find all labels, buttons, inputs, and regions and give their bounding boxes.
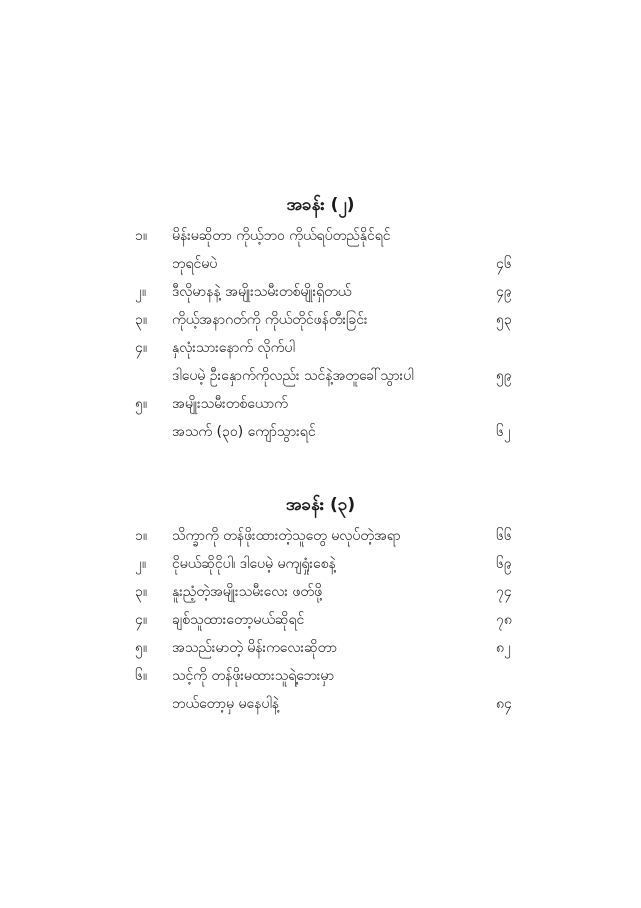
chapter-heading: အခန်း (၂): [286, 195, 355, 215]
entry-title: မိန်းမဆိုတာ ကိုယ့်ဘဝ ကိုယ်ရပ်တည်နိုင်ရင်: [172, 228, 391, 244]
entry-title: ကိုယ့်အနာဂတ်ကို ကိုယ်တိုင်ဖန်တီးခြင်း: [172, 312, 368, 328]
entry-page-number: ၈၂: [496, 640, 511, 656]
entry-title: နှလုံးသားနောက် လိုက်ပါ: [172, 340, 295, 356]
entry-title: ဒီလိုမာနနဲ့ အမျိုးသမီးတစ်မျိုးရှိတယ်: [172, 284, 352, 300]
entry-page-number: ၇၈: [496, 612, 512, 628]
chapter-3-section: [0, 492, 641, 718]
toc-entry: [0, 306, 641, 334]
entry-page-number: ၆၂: [496, 424, 511, 440]
entry-page-number: ၄၆: [496, 256, 512, 272]
entry-title-continued: ဒါပေမဲ့ ဦးနှောက်ကိုလည်း သင်နဲ့အတူခေါ်သွားပါ: [172, 368, 414, 384]
toc-entry: [0, 390, 641, 446]
entry-number: ၅။: [135, 640, 148, 656]
toc-entry: [0, 662, 641, 718]
entry-number: ၃။: [135, 584, 148, 600]
entry-page-number: ၅၉: [496, 368, 512, 384]
entry-title: အမျိုးသမီးတစ်ယောက်: [172, 396, 288, 412]
toc-entry: [0, 606, 641, 634]
entry-title: ငိုမယ်ဆိုငိုပါ၊ ဒါပေမဲ့ မကျရှုံးစေနဲ့: [172, 556, 336, 572]
entry-title: အသည်းမာတဲ့ မိန်းကလေးဆိုတာ: [172, 640, 338, 656]
toc-entry: [0, 578, 641, 606]
entry-title-continued: ဘုရင်မပဲ: [172, 256, 218, 272]
entry-number: ၅။: [135, 396, 148, 412]
chapter-heading: အခန်း (၃): [285, 495, 356, 515]
toc-entry: [0, 334, 641, 390]
entry-page-number: ၇၄: [496, 584, 512, 600]
entry-number: ၃။: [135, 312, 148, 328]
entry-title: သင့်ကို တန်ဖိုးမထားသူရဲ့ဘေးမှာ: [172, 668, 335, 684]
entry-page-number: ၆၆: [496, 528, 512, 544]
entry-number: ၄။: [135, 612, 148, 628]
toc-entry: [0, 222, 641, 278]
entry-title: သိက္ခာကို တန်ဖိုးထားတဲ့သူတွေ မလုပ်တဲ့အရာ: [172, 528, 401, 544]
entry-title-continued: ဘယ်တော့မှ မနေပါနဲ့: [172, 696, 280, 712]
entry-page-number: ၆၉: [496, 556, 512, 572]
entry-title: ချစ်သူထားတော့မယ်ဆိုရင်: [172, 612, 305, 628]
entry-number: ၁။: [135, 528, 148, 544]
entry-page-number: ၈၄: [496, 696, 512, 712]
chapter-2-section: [0, 192, 641, 446]
entry-number: ၂။: [135, 284, 147, 300]
entry-title-continued: အသက် (၃၀) ကျော်သွားရင်: [172, 424, 316, 440]
entry-page-number: ၄၉: [496, 284, 512, 300]
entry-number: ၂။: [135, 556, 147, 572]
entry-number: ၁။: [135, 228, 148, 244]
entry-title: နူးညံ့တဲ့အမျိုးသမီးလေး ဖတ်ဖို့: [172, 584, 323, 600]
entry-number: ၆။: [135, 668, 148, 684]
toc-entry: [0, 522, 641, 550]
entry-number: ၄။: [135, 340, 148, 356]
toc-entry: [0, 278, 641, 306]
toc-entry: [0, 634, 641, 662]
toc-entry: [0, 550, 641, 578]
entry-page-number: ၅၃: [496, 312, 512, 328]
